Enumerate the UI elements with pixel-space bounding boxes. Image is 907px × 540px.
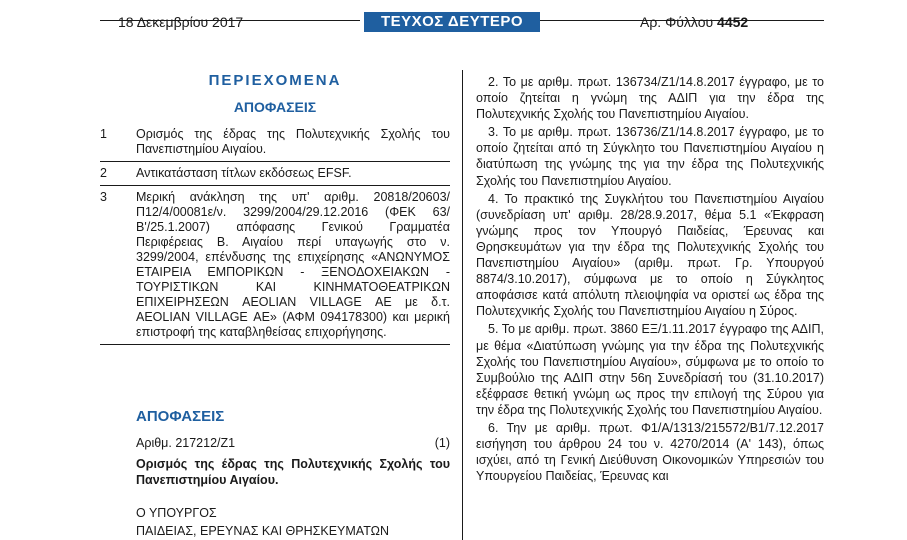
paragraph: 6. Την με αριθμ. πρωτ. Φ1/Α/1313/215572/Β1/7.12.2017 εισήγηση του άρθρου 24 του ν. 4270/2014 (Α' 143), όπως ισχύει, από τη Γενική Διεύθυνση Οικονομικών Υπηρεσιών του Υπουργείου Παιδείας, Έρευνας και xyxy=(476,420,824,484)
minister-label: Ο ΥΠΟΥΡΓΟΣ xyxy=(136,506,217,520)
paragraph: 3. Το με αριθμ. πρωτ. 136736/Ζ1/14.8.2017 έγγραφο, με το οποίο ζητείται από τη Σύγκλητο του Πανεπιστημίου Αιγαίου η διατύπωση της γνώμης της για την έδρα της Πολυτεχνικής Σχολής του Πανεπιστημίου Αιγαίου. xyxy=(476,125,824,188)
toc-item-text: Ορισμός της έδρας της Πολυτεχνικής Σχολής του Πανεπιστημίου Αιγαίου. xyxy=(136,127,450,156)
toc-item-text: Μερική ανάκληση της υπ' αριθμ. 20818/20603/Π12/4/00081ε/ν. 3299/2004/29.12.2016 (ΦΕΚ 63/Β'/25.1.2007) απόφασης Γενικού Γραμματέα Περιφέρειας Β. Αιγαίου περί υπαγωγής στο ν. 3299/2004, επένδυσης της επιχείρησης «ΑΝΩΝΥΜΟΣ ΕΤΑΙΡΕΙΑ ΕΜΠΟΡΙΚΩΝ - ΞΕΝΟΔΟΧΕΙΑΚΩΝ - ΤΟΥΡΙΣΤΙΚΩΝ ΚΑΙ ΚΙΝΗΜΑΤΟΘΕΑΤΡΙΚΩΝ ΕΠΙΧΕΙΡΗΣΕΩΝ AEOLIAN VILLAGE ΑΕ με δ.τ. AEOLIAN VILLAGE ΑΕ» (ΑΦΜ 094178300) και μερική επιστροφή της καταβληθείσας επιχορήγησης. xyxy=(136,190,450,339)
toc-item-number: 3 xyxy=(100,190,107,204)
decisions-title: ΑΠΟΦΑΣΕΙΣ xyxy=(136,408,225,425)
right-column xyxy=(476,74,824,486)
toc-item[interactable] xyxy=(100,186,450,345)
toc-item-number: 2 xyxy=(100,166,107,180)
decision-index: (1) xyxy=(434,436,450,450)
sheet-number-value: 4452 xyxy=(717,14,749,30)
ministry-label: ΠΑΙΔΕΙΑΣ, ΕΡΕΥΝΑΣ ΚΑΙ ΘΡΗΣΚΕΥΜΑΤΩΝ xyxy=(136,524,389,538)
paragraph: 5. Το με αριθμ. πρωτ. 3860 ΕΞ/1.11.2017 έγγραφο της ΑΔΙΠ, με θέμα «Διατύπωση γνώμης για την έδρα της Πολυτεχνικής Σχολής του Πανεπιστημίου Αιγαίου», σύμφωνα με το οποίο το Συμβούλιο της ΑΔΙΠ στην 56η Συνεδρίασή του (31.10.2017) εξέφρασε θετική γνώμη ως προς την επιλογή της Σύρου για την έδρα της Πολυτεχνικής Σχολής του Πανεπιστημίου Αιγαίου. xyxy=(476,322,824,417)
column-divider xyxy=(462,70,463,540)
contents-subtitle: ΑΠΟΦΑΣΕΙΣ xyxy=(233,99,317,115)
toc-item[interactable] xyxy=(100,123,450,162)
decision-number: Αριθμ. 217212/Ζ1 xyxy=(136,436,236,450)
toc-item-text: Αντικατάσταση τίτλων εκδόσεως EFSF. xyxy=(136,166,352,180)
decision-heading: Ορισμός της έδρας της Πολυτεχνικής Σχολής του Πανεπιστημίου Αιγαίου. xyxy=(136,457,450,487)
contents-title: ΠΕΡΙΕΧΟΜΕΝΑ xyxy=(208,72,342,89)
paragraph: 4. Το πρακτικό της Συγκλήτου του Πανεπιστημίου Αιγαίου (συνεδρίαση υπ' αριθμ. 28/28.9.2017, θέμα 5.1 «Έκφραση γνώμης προς τον Υπουργό Παιδείας, Έρευνας και Θρησκευμάτων για την έδρα της Πολυτεχνικής Σχολής του Πανεπιστημίου Αιγαίου» (αριθμ. πρωτ. Γρ. Υπουργού 8874/3.10.2017), σύμφωνα με το οποίο η Σύγκλητος αποφάσισε κατά απόλυτη πλειοψηφία να οριστεί ως έδρα της Πολυτεχνικής Σχολής του Πανεπιστημίου Αιγαίου η Σύρος. xyxy=(476,191,824,319)
paragraph: 2. Το με αριθμ. πρωτ. 136734/Ζ1/14.8.2017 έγγραφο, με το οποίο ζητείται η γνώμη της ΑΔΙΠ για την έδρα της Πολυτεχνικής Σχολής του Πανεπιστημίου Αιγαίου. xyxy=(476,75,824,122)
issue-banner: ΤΕΥΧΟΣ ΔΕΥΤΕΡΟ xyxy=(364,12,540,32)
sheet-label: Αρ. Φύλλου xyxy=(640,14,714,30)
toc-item-number: 1 xyxy=(100,127,107,141)
contents-section xyxy=(100,72,450,345)
gazette-date: 18 Δεκεμβρίου 2017 xyxy=(118,14,244,30)
decision-number-row xyxy=(136,436,450,450)
sheet-number xyxy=(640,14,748,30)
toc-item[interactable] xyxy=(100,162,450,186)
